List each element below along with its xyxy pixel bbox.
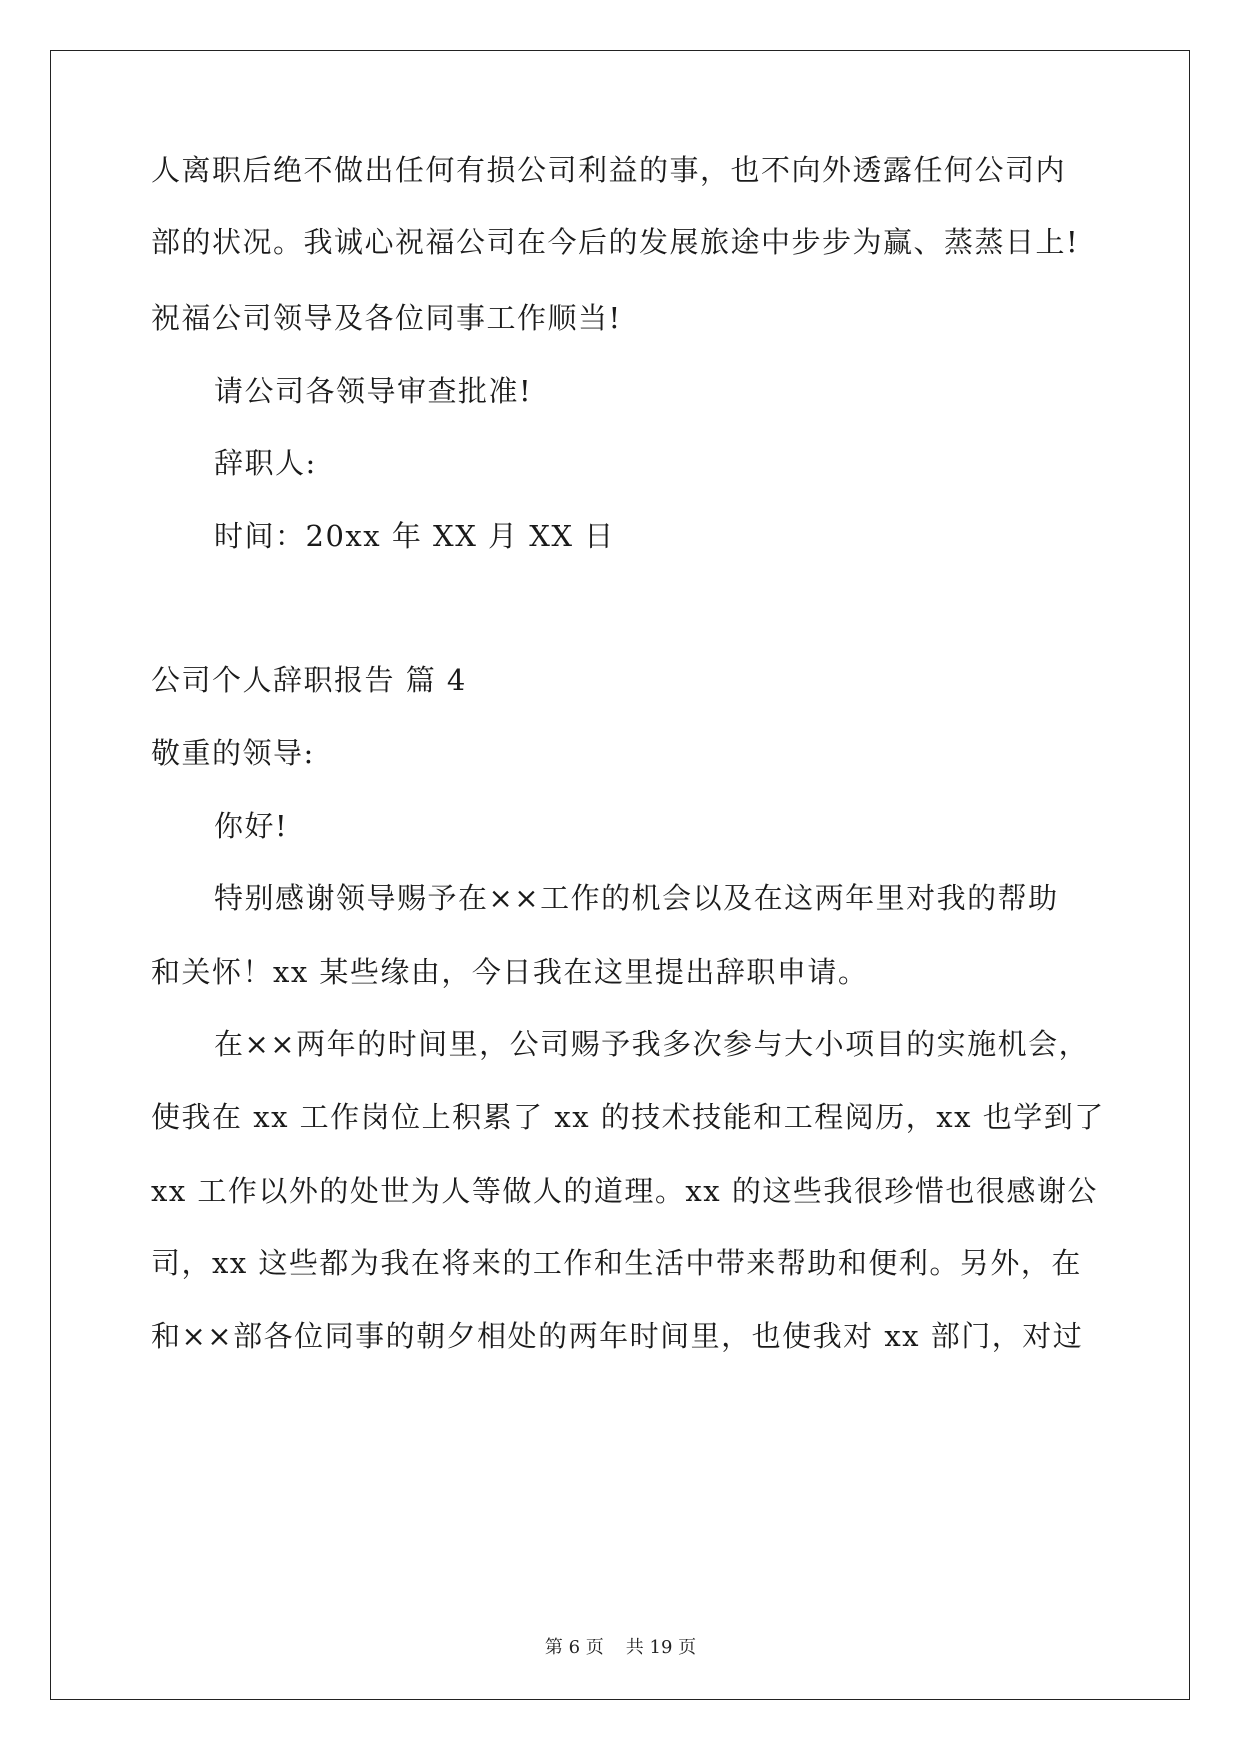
body-line: 祝福公司领导及各位同事工作顺当! <box>151 301 622 335</box>
body-line: 和关怀！xx 某些缘由，今日我在这里提出辞职申请。 <box>151 955 869 989</box>
body-line: 在××两年的时间里，公司赐予我多次参与大小项目的实施机会， <box>214 1027 1090 1061</box>
salutation: 敬重的领导: <box>151 736 315 770</box>
section-title: 公司个人辞职报告 篇 4 <box>151 663 467 697</box>
body-line: 使我在 xx 工作岗位上积累了 xx 的技术技能和工程阅历，xx 也学到了 <box>151 1100 1105 1134</box>
greeting: 你好! <box>214 809 289 843</box>
signatory-label: 辞职人: <box>214 446 317 480</box>
page-number-current: 第 6 页 <box>544 1637 604 1658</box>
page-footer <box>0 1636 1241 1660</box>
approval-request: 请公司各领导审查批准! <box>214 374 533 408</box>
body-line: 人离职后绝不做出任何有损公司利益的事，也不向外透露任何公司内 <box>151 153 1067 187</box>
body-line: 特别感谢领导赐予在××工作的机会以及在这两年里对我的帮助 <box>214 881 1059 915</box>
page-number-total: 共 19 页 <box>625 1637 697 1658</box>
body-line: xx 工作以外的处世为人等做人的道理。xx 的这些我很珍惜也很感谢公 <box>151 1174 1098 1208</box>
body-line: 部的状况。我诚心祝福公司在今后的发展旅途中步步为赢、蒸蒸日上! <box>151 225 1080 259</box>
body-line: 司，xx 这些都为我在将来的工作和生活中带来帮助和便利。另外，在 <box>151 1246 1082 1280</box>
date-line: 时间：20xx 年 XX 月 XX 日 <box>214 519 615 553</box>
body-line: 和××部各位同事的朝夕相处的两年时间里，也使我对 xx 部门，对过 <box>151 1319 1084 1353</box>
